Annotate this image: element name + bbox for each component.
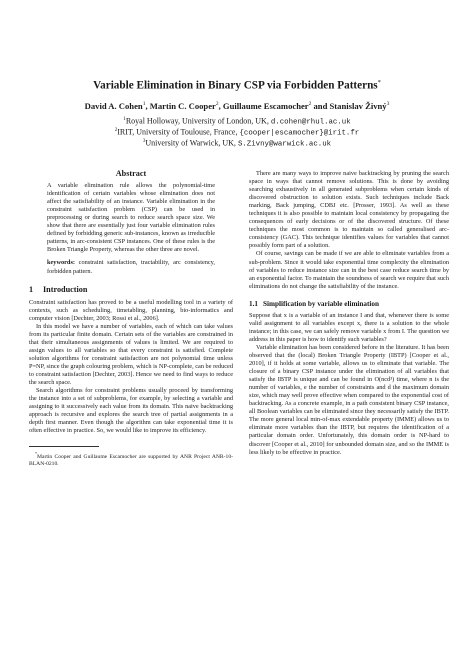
author-separator: , [218,101,223,111]
footnote-rule [29,446,99,447]
title-footnote-mark: * [377,79,381,86]
subsection-number: 1.1 [249,299,258,308]
footnote-mark: * [35,451,37,457]
footnote [29,450,233,468]
footnote-text: Martin Cooper and Guillaume Escamocher are supported by ANR Project ANR-10-BLAN-0210. [29,454,233,468]
affiliation-place: Royal Holloway, University of London, UK, [125,116,271,126]
author-mark: 2 [215,101,219,108]
section-number: 1 [29,284,34,294]
affiliation-place: University of Warwick, UK, [145,138,238,148]
author-list [0,101,474,111]
title-text: Variable Elimination in Binary CSP via Forbidden Patterns [93,79,378,92]
affiliation-mark: 2 [114,128,118,133]
author-name: Guillaume Escamocher [222,101,309,111]
subsection-title: Simplification by variable elimination [263,299,380,308]
author-and: and [311,101,330,111]
affiliation-mark: 1 [123,117,126,122]
paragraph: Of course, savings can be made if we are able to eliminate variables from a sub-problem. Since it would take exponential time complexity the elimination of variables to reduce instance size can in the best case reduce search time by an exponential factor. To maintain the soundness of search we require that such eliminations do not change the satisfiability of the instance. [249,250,449,290]
paper-title [0,79,474,92]
paragraph: Search algorithms for constraint problems usually proceed by transforming the instance into a set of subproblems, for example, by selecting a variable and assigning to it successively each value from its domain. This naive backtracking approach is recursive and explores the search tree of partial assignments in a depth first manner. Even though the algorithm can take exponential time it is often effective in practice. So, we would like to improve its efficiency. [29,387,233,435]
right-column [249,170,449,457]
paragraph: In this model we have a number of variables, each of which can take values from its particular finite domain. Certain sets of the variables are constrained in that their simultaneous assignments of values is limited. We are required to assign values to all variables so that every constraint is satisfied. Complete solution algorithms for constraint satisfaction are not polynomial time unless P=NP, since the graph colouring problem, which is NP-complete, can be reduced to constraint satisfaction [Dechter, 2003]. Hence we need to find ways to reduce the search space. [29,322,233,387]
paragraph: There are many ways to improve naive backtracking by pruning the search space in ways that cannot remove solutions. This is done by avoiding searching exhaustively in all generated subproblems when certain kinds of discovered obstruction to solution exists. Such techniques include Back marking, Back jumping, CDBJ etc. [Prosser, 1993]. As well as these techniques it is also possible to maintain local consistency by propagating the consequences of early decisions or of the discovered structure. Of these techniques the most common is to maintain so called generalised arc-consistency (GAC). This technique identifies values for variables that cannot possibly form part of a solution. [249,170,449,250]
keywords-text: constraint satisfaction, tractability, arc consistency, forbidden pattern. [47,259,215,275]
abstract-heading: Abstract [115,169,147,178]
abstract-text: A variable elimination rule allows the polynomial-time identification of certain variables whose elimination does not affect the satisfiability of an instance. Variable elimination in the constraint satisfaction problem (CSP) can be used in preprocessing or during search to reduce search space size. We show that there are essentially just four variable elimination rules defined by forbidding generic sub-instances, known as irreducible patterns, in arc-consistent CSP instances. One of these rules is the Broken Triangle Property, whereas the other three are novel. [47,182,215,254]
affiliation-mark: 3 [142,139,146,144]
author-name: Stanislav Živný [329,101,387,111]
affiliation-email: S.Zivny@warwick.ac.uk [237,140,332,149]
author-mark: 3 [386,101,390,108]
subsection-heading [249,300,449,308]
paragraph: Constraint satisfaction has proved to be a useful modelling tool in a variety of contexts, such as scheduling, timetabling, planning, bio-informatics and computer vision [Dechter, 2003; Rossi et al., 2006]. [29,298,233,322]
author-separator: , [145,101,150,111]
keywords [29,259,233,275]
section-title: Introduction [43,284,88,294]
author-name: David A. Cohen [84,101,143,111]
author-name: Martin C. Cooper [149,101,216,111]
affiliation [0,136,474,151]
author-mark: 2 [308,101,312,108]
left-column [29,170,233,468]
author-mark: 1 [142,101,146,108]
paragraph: Suppose that x is a variable of an instance I and that, whenever there is some valid assignment to all variables except x, there is a solution to the whole instance; in this case, we can safely remove variable x from I. The question we address in this paper is how to identify such variables? [249,311,449,343]
section-heading-introduction [29,286,233,294]
paragraph: Variable elimination has been considered before in the literature. It has been observed that the (local) Broken Triangle Property (IBTP) [Cooper et al., 2010], if it holds at some variable, allows us to eliminate that variable. The closure of a binary CSP instance under the elimination of all variables that satisfy the IBTP is unique and can be found in O(ncd³) time, where n is the number of variables, e the number of constraints and d the maximum domain size, which may well prove effective when compared to the exponential cost of backtracking. As a concrete example, in a path consistent binary CSP instance, all Boolean variables can be eliminated since they necessarily satisfy the IBTP. The more general local min-of-max extendable property (IMME) allows us to eliminate more variables than the IBTP, but requires the identification of a particular domain order. Unfortunately, this domain order is NP-hard to discover [Cooper et al., 2010] for unbounded domain size, and so the IMME is less likely to be effective in practice. [249,343,449,456]
affiliation-email: d.cohen@rhul.ac.uk [270,118,351,127]
affiliation-email: {cooper|escamocher}@irit.fr [239,129,360,138]
affiliation-place: IRIT, University of Toulouse, France, [117,127,240,137]
keywords-label: keywords: [47,259,75,267]
